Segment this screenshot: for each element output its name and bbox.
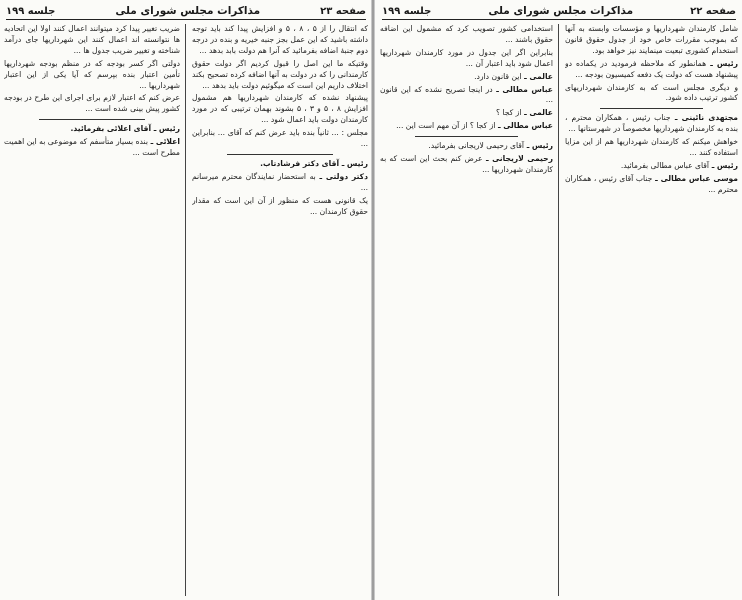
speaker-name: رئیس ـ — [706, 58, 738, 68]
paragraph — [192, 159, 368, 170]
right-page-right-column — [565, 24, 738, 596]
paragraph — [4, 24, 180, 57]
speaker-name: رئیس ـ آقای دکتر فرشادتاب. — [260, 158, 368, 168]
paragraph-text: یک قانونی هست که منظور از آن این است که مقدار حقوق کارمندان ... — [192, 195, 368, 216]
right-page-columns — [380, 24, 738, 596]
paragraph — [192, 59, 368, 92]
paragraph-text: وقتیکه ما این اصل را قبول کردیم اگر دولت حقوق کارمندانی را که در دولت به آنها اضافه کرده تصحیح بکند اختلاف داریم این است که میگوئیم دولت باید بدهد ... — [192, 58, 368, 90]
paragraph-text: استخدامی کشور تصویب کرد که مشمول این اضافه حقوق باشند ... — [380, 24, 553, 44]
paragraph-text: از کجا ؟ — [495, 108, 522, 118]
paragraph — [4, 137, 180, 159]
paragraph-text: از کجا ؟ از آن مهم است این ... — [396, 121, 496, 131]
right-page-session: جلسه ۱۹۹ — [382, 5, 432, 17]
paragraph — [380, 72, 553, 83]
right-page-label: صفحه ۲۲ — [690, 5, 736, 17]
paragraph-text: عرض کنم که اعتبار لازم برای اجرای این طرح در بودجه کشور پیش بینی شده است ... — [4, 93, 180, 114]
paragraph-text: این قانون دارد. — [474, 71, 522, 81]
paragraph-text: همانطور که ملاحظه فرمودید در یکماده دو پیشنهاد هست که دولت یک دفعه کمیسیون بودجه ... — [565, 58, 738, 79]
paragraph — [192, 196, 368, 218]
left-page-right-column — [192, 24, 368, 596]
left-page-title: مذاکرات مجلس شورای ملی — [115, 5, 261, 17]
paragraph-text: آقای عباس مطالی بفرمائید. — [620, 160, 710, 170]
paragraph-text: ضریب تغییر پیدا کرد میتوانند اعمال کنند اولا این اتحادیه ها نتوانسته اند اعمال کنند این شهرداریها جای درآمد شناخته و تغییر ضریب جدول ها ... — [4, 24, 180, 55]
paragraph-text: خواهش میکنم که کارمندان شهرداریها هم از این مزایا استفاده کنند ... — [565, 137, 738, 158]
paragraph — [565, 161, 738, 172]
left-page-session: جلسه ۱۹۹ — [6, 5, 56, 17]
paragraph — [4, 59, 180, 92]
left-page-header — [6, 3, 366, 20]
paragraph — [192, 172, 368, 194]
paragraph — [380, 141, 553, 152]
paragraph — [380, 108, 553, 119]
speaker-name: عباس مطالی ـ — [495, 121, 553, 131]
paragraph-text: بنابراین اگر این جدول در مورد کارمندان شهرداریها اعمال شود باید اعتبار آن ... — [380, 47, 553, 68]
paragraph-text: مجلس : ... ثانیاً بنده باید عرض کنم که آقای ... بنابراین ... — [192, 128, 368, 149]
speaker-name: اعلائی ـ — [147, 137, 180, 147]
paragraph — [565, 24, 738, 57]
right-page — [376, 0, 742, 600]
speaker-name: رحیمی لاریجانی ـ — [482, 154, 554, 164]
paragraph — [565, 174, 738, 196]
speaker-name: عباس مطالی ـ — [492, 84, 553, 94]
paragraph-text: در اینجا تصریح نشده که این قانون ... — [380, 84, 553, 105]
paragraph — [380, 154, 553, 176]
section-divider — [415, 136, 519, 137]
left-page-columns — [4, 24, 368, 596]
paragraph-text: پیشنهاد نشده که کارمندان شهرداریها هم مشمول افزایش ۸ ، ۵ و ۳ ، ۵ بشوند بهمان ترتیبی که در مورد کارمندان دولت باید اعمال شود ... — [192, 93, 368, 125]
paragraph-text: دولتی اگر کسر بودجه که در منظم بودجه شهرداریها تأمین اعتبار بنده بپرسم که آیا یکی از این اعتبار شهرداریها ... — [4, 58, 180, 90]
speaker-name: رئیس ـ — [709, 160, 738, 170]
paragraph-text: بنده بسیار متأسفم که موضوعی به این اهمیت مطرح است ... — [4, 137, 180, 158]
left-page-left-column — [4, 24, 186, 596]
speaker-name: عالمی ـ — [521, 71, 553, 81]
paragraph — [192, 128, 368, 150]
paragraph — [4, 124, 180, 135]
paragraph — [192, 93, 368, 126]
paragraph — [565, 113, 738, 135]
speaker-name: مجتهدی نائینی ـ — [670, 113, 738, 123]
left-page-label: صفحه ۲۳ — [320, 5, 366, 17]
speaker-name: دکتر دولتی ـ — [315, 171, 368, 181]
paragraph — [192, 24, 368, 57]
section-divider — [227, 154, 333, 155]
paragraph — [565, 59, 738, 81]
paragraph-text: عرض کنم بحث این است که به کارمندان شهرداریها ... — [380, 154, 553, 174]
paragraph — [4, 93, 180, 115]
paragraph-text: جناب آقای رئیس ، همکاران محترم ... — [565, 173, 738, 194]
speaker-name: رئیس ـ — [524, 141, 553, 151]
speaker-name: رئیس ـ آقای اعلائی بفرمائید. — [70, 124, 180, 134]
paragraph-text: جناب رئیس ، همکاران محترم ، بنده به کارمندان شهرداریها مخصوصاً در شهرستانها ... — [565, 113, 738, 134]
section-divider — [39, 119, 145, 120]
paragraph-text: به استحضار نمایندگان محترم میرسانم ... — [192, 171, 368, 192]
paragraph — [380, 48, 553, 70]
book-gutter — [371, 0, 375, 600]
right-page-title: مذاکرات مجلس شورای ملی — [488, 5, 634, 17]
paragraph — [380, 85, 553, 107]
paragraph — [380, 24, 553, 46]
paragraph — [565, 83, 738, 105]
right-page-left-column — [380, 24, 559, 596]
section-divider — [600, 108, 704, 109]
paragraph — [380, 121, 553, 132]
paragraph-text: شامل کارمندان شهرداریها و مؤسسات وابسته به آنها که بموجب مقررات خاص خود از جدول حقوق قانون استخدام کشوری تبعیت مینمایند نیز خواهد بود. — [565, 24, 738, 55]
paragraph-text: آقای رحیمی لاریجانی بفرمائید. — [428, 141, 525, 151]
speaker-name: عالمی ـ — [521, 108, 553, 118]
paragraph — [565, 137, 738, 159]
right-page-header — [382, 3, 736, 20]
speaker-name: موسی عباس مطالی ـ — [652, 173, 738, 183]
paragraph-text: و دیگری مجلس است که به کارمندان شهرداریهای کشور ترتیب داده شود. — [565, 82, 738, 103]
paragraph-text: که انتقال را از ۵ ، ۸ ، ۵ و افزایش پیدا کند باید توجه داشته باشید که این عمل بجز جنبه خیریه و بنده در درجه دوم جنبهٔ اضافه بفرمائید که آنرا هم دولت بابد بدهد ... — [192, 24, 368, 55]
